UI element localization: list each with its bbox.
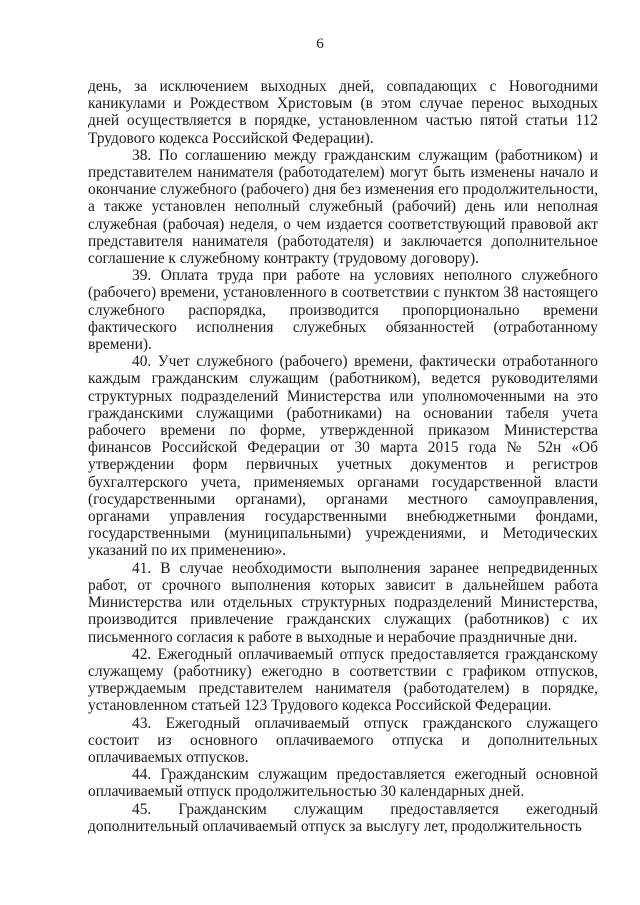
paragraph-43: 43. Ежегодный оплачиваемый отпуск гражданского служащего состоит из основного оплачиваемого отпуска и дополнительных оплачиваемых отпусков. [88,714,598,766]
paragraph-39: 39. Оплата труда при работе на условиях неполного служебного (рабочего) времени, установленного в соответствии с пунктом 38 настоящего служебного распорядка, производится пропорционально времени фактического исполнения служебных обязанностей (отработанному времени). [88,267,598,354]
paragraph-42: 42. Ежегодный оплачиваемый отпуск предоставляется гражданскому служащему (работнику) ежегодно в соответствии с графиком отпусков, утверждаемым представителем нанимателя (работодателем) в порядке, установленном статьей 123 Трудового кодекса Российской Федерации. [88,645,598,715]
paragraph-45: 45. Гражданским служащим предоставляется ежегодный дополнительный оплачиваемый отпуск за выслугу лет, продолжительность [88,800,598,835]
document-body [88,78,598,835]
paragraph-41: 41. В случае необходимости выполнения заранее непредвиденных работ, от срочного выполнения которых зависит в дальнейшем работа Министерства или отдельных структурных подразделений Министерства, производится привлечение гражданских служащих (работников) с их письменного согласия к работе в выходные и нерабочие праздничные дни. [88,559,598,646]
paragraph-38: 38. По соглашению между гражданским служащим (работником) и представителем нанимателя (работодателем) могут быть изменены начало и окончание служебного (рабочего) дня без изменения его продолжительности, а также установлен неполный служебный (рабочий) день или неполная служебная (рабочая) неделя, о чем издается соответствующий правовой акт представителя нанимателя (работодателя) и заключается дополнительное соглашение к служебному контракту (трудовому договору). [88,146,598,268]
paragraph-40: 40. Учет служебного (рабочего) времени, фактически отработанного каждым гражданским служащим (работником), ведется руководителями структурных подразделений Министерства или уполномоченными на это гражданскими служащими (работниками) на основании табеля учета рабочего времени по форме, утвержденной приказом Министерства финансов Российской Федерации от 30 марта 2015 года № 52н «Об утверждении форм первичных учетных документов и регистров бухгалтерского учета, применяемых органами государственной власти (государственными органами), органами местного самоуправления, органами управления государственными внебюджетными фондами, государственными (муниципальными) учреждениями, и Методических указаний по их применению». [88,353,598,560]
paragraph-44: 44. Гражданским служащим предоставляется ежегодный основной оплачиваемый отпуск продолжительностью 30 календарных дней. [88,766,598,801]
paragraph-continuation: день, за исключением выходных дней, совпадающих с Новогодними каникулами и Рождеством Христовым (в этом случае перенос выходных дней осуществляется в порядке, установленном частью пятой статьи 112 Трудового кодекса Российской Федерации). [88,78,598,147]
page-number: 6 [316,36,324,52]
